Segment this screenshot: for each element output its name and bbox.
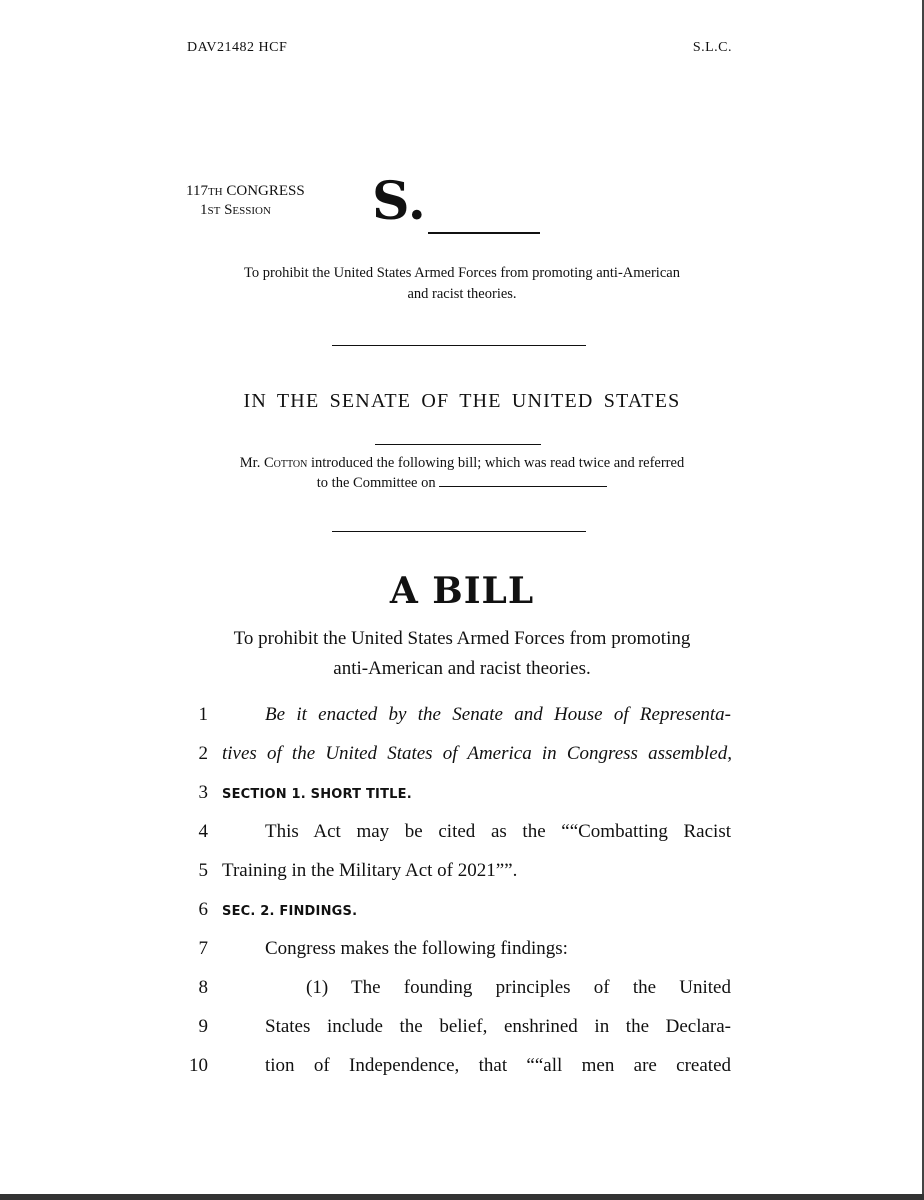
section-heading: SEC. 2. FINDINGS. [222, 904, 358, 919]
section-heading: SECTION 1. SHORT TITLE. [222, 787, 412, 802]
chamber-heading: IN THE SENATE OF THE UNITED STATES [243, 390, 681, 412]
short-description-line-1: To prohibit the United States Armed Forces from promoting anti-American [244, 265, 680, 281]
line-number: 9 [198, 1016, 208, 1037]
bill-line [0, 1051, 924, 1090]
introduction-line-1-text: introduced the following bill; which was read twice and referred [307, 455, 685, 471]
divider-rule [332, 531, 586, 532]
line-text: tion of Independence, that ““all men are created [265, 1055, 731, 1076]
line-text: This Act may be cited as the ““Combatting Racist [265, 821, 731, 842]
introduction-line-2-text: to the Committee on [316, 475, 440, 491]
enacting-clause: Be it enacted by the Senate and House of Representa- [265, 704, 731, 725]
bill-number-blank [428, 232, 540, 234]
line-text: Training in the Military Act of 2021””. [222, 860, 518, 881]
line-number: 1 [198, 704, 208, 725]
sponsor-name: Cotton [263, 455, 308, 471]
line-number: 10 [189, 1055, 208, 1076]
bill-line [0, 700, 924, 739]
bill-line [0, 856, 924, 895]
line-number: 2 [198, 743, 208, 764]
line-text: Congress makes the following findings: [265, 938, 568, 959]
congress-session-block [186, 182, 305, 220]
line-text: (1) The founding principles of the United [306, 977, 731, 998]
enacting-clause: tives of the United States of America in Congress assembled, [222, 743, 732, 764]
long-title-line-1: To prohibit the United States Armed Forces from promoting [233, 628, 691, 649]
introduction-text [186, 453, 738, 493]
divider-rule [332, 345, 586, 346]
line-number: 8 [198, 977, 208, 998]
line-text: States include the belief, enshrined in the Declara- [265, 1016, 731, 1037]
bill-line [0, 739, 924, 778]
session-number: 1st Session [200, 202, 271, 218]
bill-line [0, 973, 924, 1012]
bill-line [0, 934, 924, 973]
sponsor-prefix: Mr. [239, 455, 264, 471]
line-number: 5 [198, 860, 208, 881]
long-title [172, 624, 752, 684]
bill-line [0, 895, 924, 934]
congress-number: 117th CONGRESS [186, 183, 305, 199]
line-number: 3 [198, 782, 208, 803]
introduction-line-1 [186, 453, 738, 473]
document-code: DAV21482 HCF [187, 40, 288, 55]
bill-line [0, 1012, 924, 1051]
line-number: 7 [198, 938, 208, 959]
bill-line [0, 778, 924, 817]
bill-prefix: S. [372, 171, 426, 232]
committee-blank [439, 474, 607, 487]
divider-rule-short [375, 444, 541, 445]
bill-heading: A BILL [389, 570, 535, 612]
short-description-line-2: and racist theories. [407, 286, 517, 302]
line-number: 4 [198, 821, 208, 842]
page-edge-bottom [0, 1194, 924, 1200]
long-title-line-2: anti-American and racist theories. [333, 658, 591, 679]
line-number: 6 [198, 899, 208, 920]
short-description [180, 263, 744, 305]
introduction-line-2 [186, 473, 738, 493]
bill-line [0, 817, 924, 856]
office-code: S.L.C. [692, 40, 732, 55]
